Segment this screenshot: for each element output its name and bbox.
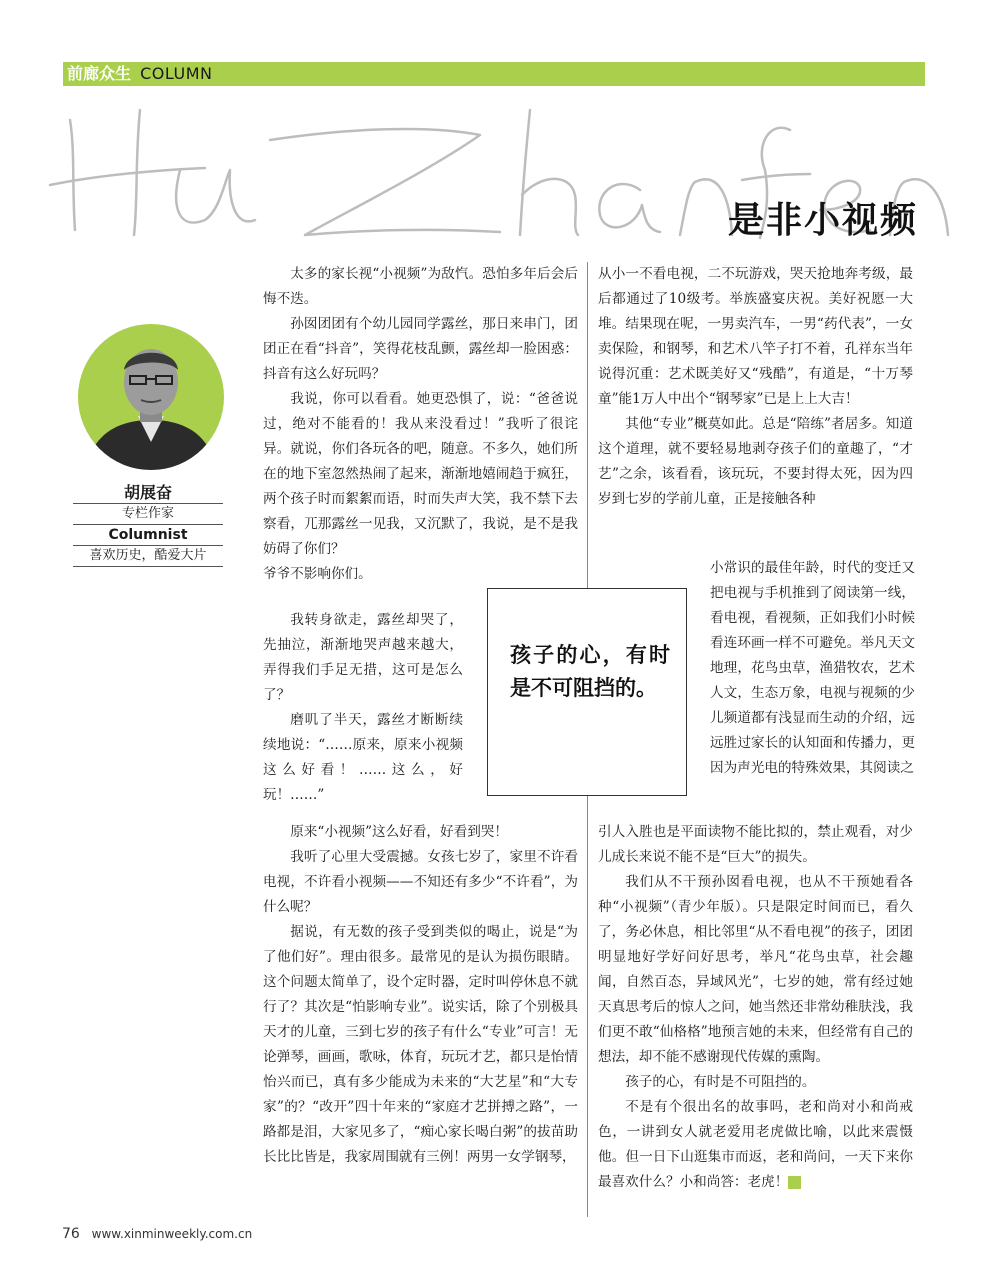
page-number: 76: [62, 1226, 80, 1242]
column-1-bottom: [263, 820, 578, 1170]
paragraph: 我说，你可以看看。她更恐惧了，说：“爸爸说过，绝对不能看的！我从来没看过！”我听了很诧异。就说，你们各玩各的吧，随意。不多久，她们所在的地下室忽然热闹了起来，渐渐地嬉闹趋于疯狂，两个孩子时而絮絮而语，时而失声大笑，我不禁下去察看，兀那露丝一见我，又沉默了，我说，是不是我妨碍了你们？: [263, 391, 578, 557]
section-name: 前廊众生: [67, 64, 132, 83]
paragraph: 我转身欲走，露丝却哭了，先抽泣，渐渐地哭声越来越大，弄得我们手足无措，这可是怎么了？: [263, 612, 463, 703]
author-role: 专栏作家: [73, 504, 223, 525]
paragraph: 我听了心里大受震撼。女孩七岁了，家里不许看电视，不许看小视频——不知还有多少“不许看”，为什么呢？: [263, 849, 578, 915]
author-portrait-icon: [78, 324, 224, 470]
author-card: [73, 483, 223, 567]
section-label: COLUMN: [140, 64, 213, 83]
column-1-top: [263, 262, 578, 587]
paragraph-text: 不是有个很出名的故事吗，老和尚对小和尚戒色，一讲到女人就老爱用老虎做比喻，以此来震慑他。但一日下山逛集市而返，老和尚问，一天下来你最喜欢什么？小和尚答：老虎！: [598, 1099, 913, 1190]
paragraph: 孙囡团团有个幼儿园同学露丝，那日来串门，团团正在看“抖音”，笑得花枝乱颤，露丝却一脸困惑：抖音有这么好玩吗？: [263, 316, 578, 382]
paragraph: 其他“专业”概莫如此。总是“陪练”者居多。知道这个道理，就不要轻易地剥夺孩子们的童趣了，“才艺”之余，该看看，该玩玩，不要封得太死，因为四岁到七岁的学前儿童，正是接触各种: [598, 416, 913, 507]
paragraph: 小常识的最佳年龄，时代的变迁又把电视与手机推到了阅读第一线，看电视，看视频，正如我们小时候看连环画一样不可避免。举凡天文地理，花鸟虫草，渔猎牧农，艺术人文，生态万象，电视与视频的少儿频道都有浅显而生动的介绍，远远胜过家长的认知面和传播力，更因为声光电的特殊效果，其阅读之: [710, 560, 915, 776]
paragraph: 爷爷不影响你们。: [263, 566, 372, 582]
page-footer: [62, 1226, 252, 1242]
paragraph: 原来“小视频”这么好看，好看到哭！: [290, 824, 508, 840]
author-hobby: 喜欢历史，酷爱大片: [73, 546, 223, 567]
pull-quote-box: [487, 588, 687, 796]
column-2-bottom: [598, 820, 913, 1195]
author-role-en: Columnist: [73, 525, 223, 546]
paragraph: 孩子的心，有时是不可阻挡的。: [625, 1074, 816, 1090]
paragraph: 从小一不看电视，二不玩游戏，哭天抢地奔考级，最后都通过了10级考。举族盛宴庆祝。美好祝愿一大堆。结果现在呢，一男卖汽车，一男“药代表”，一女卖保险，和钢琴，和艺术八竿子打不着，孔祥东当年说得沉重：艺术既美好又“残酷”，有道是，“十万琴童”能1万人中出个“钢琴家”已是上上大吉！: [598, 266, 913, 407]
article-title: 是非小视频: [727, 199, 918, 241]
column-2-narrow: [710, 556, 915, 781]
paragraph: 磨叽了半天，露丝才断断续续地说：“……原来，原来小视频这么好看！……这么，好玩！……”: [263, 712, 463, 803]
end-mark-icon: 民: [788, 1176, 801, 1189]
website-url: www.xinminweekly.com.cn: [91, 1227, 253, 1241]
paragraph: [598, 1095, 913, 1195]
paragraph: 引人入胜也是平面读物不能比拟的，禁止观看，对少儿成长来说不能不是“巨大”的损失。: [598, 824, 913, 865]
column-1-narrow: [263, 608, 463, 808]
paragraph: 我们从不干预孙囡看电视，也从不干预她看各种“小视频”（青少年版）。只是限定时间而已，看久了，务必休息，相比邻里“从不看电视”的孩子，团团明显地好学好问好思考，举凡“花鸟虫草，社会趣闻，自然百态，异域风光”，七岁的她，常有经过她天真思考后的惊人之问，她当然还非常幼稚肤浅，我们更不敢“仙格格”地预言她的未来，但经常有自己的想法，却不能不感谢现代传媒的熏陶。: [598, 874, 913, 1065]
author-name: 胡展奋: [73, 483, 223, 504]
pull-quote: 孩子的心，有时是不可阻挡的。: [510, 643, 670, 700]
column-2-top: [598, 262, 913, 512]
paragraph: 太多的家长视“小视频”为敌忾。恐怕多年后会后悔不迭。: [263, 266, 578, 307]
paragraph: 据说，有无数的孩子受到类似的喝止，说是“为了他们好”。理由很多。最常见的是认为损伤眼睛。这个问题太简单了，设个定时器，定时叫停休息不就行了？其次是“怕影响专业”。说实话，除了个别极具天才的儿童，三到七岁的孩子有什么“专业”可言！无论弹琴，画画，歌咏，体育，玩玩才艺，都只是怡情怡兴而已，真有多少能成为未来的“大艺星”和“大专家”的？“改开”四十年来的“家庭才艺拼搏之路”，一路都是泪，大家见多了，“痴心家长喝白粥”的拔苗助长比比皆是，我家周围就有三例！两男一女学钢琴，: [263, 924, 578, 1165]
